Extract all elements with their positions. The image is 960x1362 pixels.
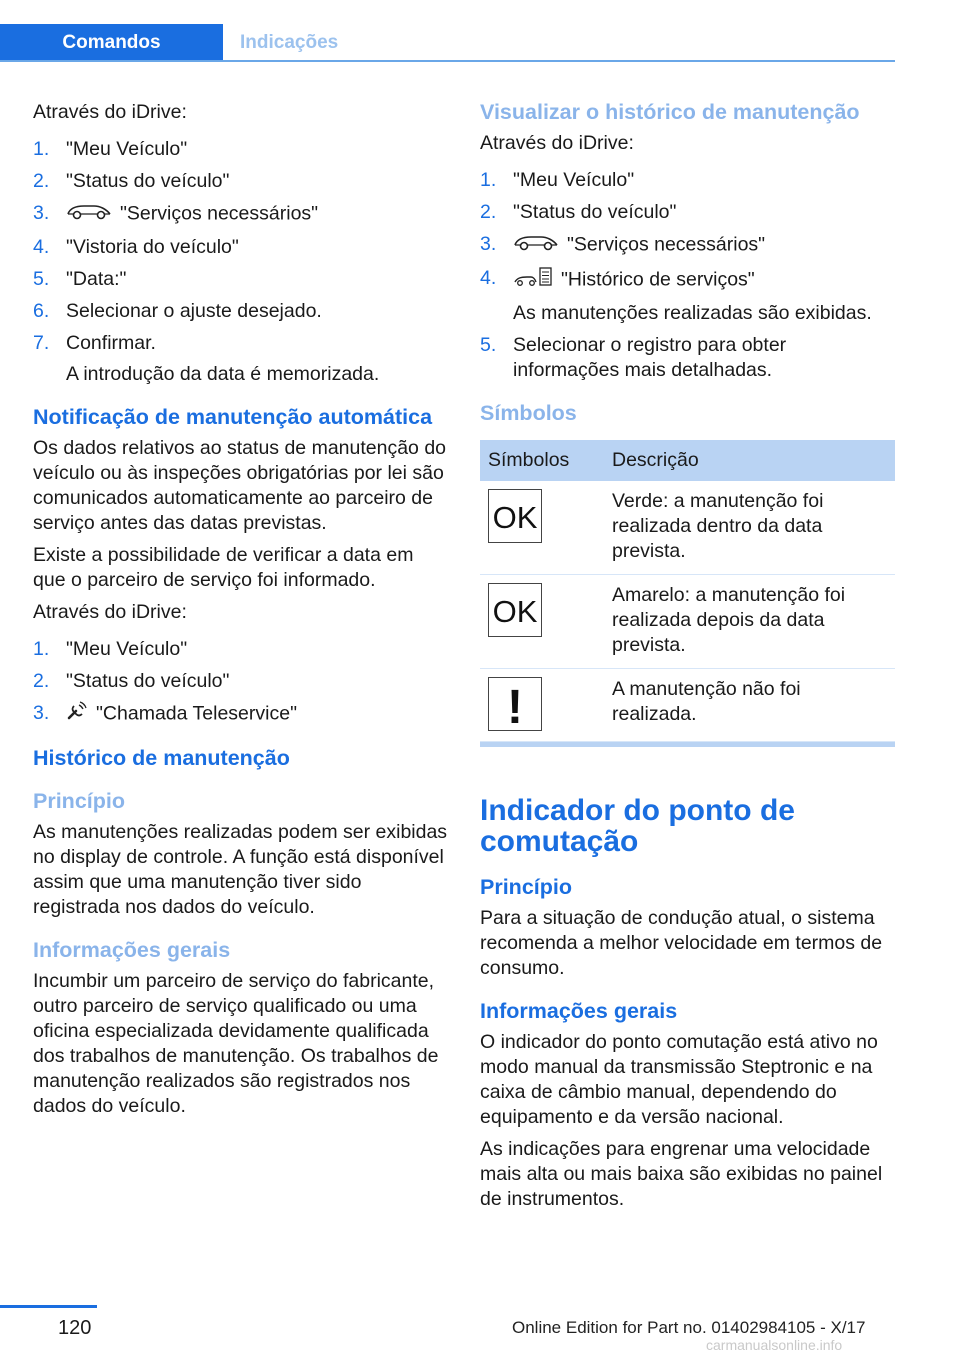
- symbol-glyph: OK: [492, 500, 538, 535]
- table-row: [480, 669, 895, 742]
- header-rule: [0, 60, 895, 62]
- step-number: 3.: [33, 202, 50, 224]
- heading-general-info: Informações gerais: [480, 999, 678, 1023]
- symbol-cell: [480, 575, 604, 669]
- paragraph: Os dados relativos ao status de manutenção do veículo ou às inspeções obrigatórias por lei são comunicados automaticamente ao parceiro de serviço antes das datas previstas.: [33, 437, 447, 534]
- idrive-intro: Através do iDrive:: [33, 101, 187, 123]
- step-text: "Meu Veículo": [66, 138, 188, 160]
- tab-comandos[interactable]: Comandos: [0, 24, 223, 62]
- step-text: Selecionar o ajuste desejado.: [66, 300, 322, 322]
- list-item: [33, 169, 448, 194]
- step-number: 6.: [33, 300, 50, 322]
- step-text: "Chamada Teleservice": [96, 702, 297, 725]
- service-history-icon: [513, 266, 553, 295]
- column-header-description: Descrição: [604, 440, 895, 481]
- list-item: [33, 701, 448, 728]
- heading-maintenance-history: Histórico de manutenção: [33, 746, 290, 770]
- heading-symbols: Símbolos: [480, 401, 577, 425]
- list-item: [480, 266, 895, 326]
- step-text: "Vistoria do veículo": [66, 236, 239, 258]
- car-service-icon: [513, 232, 559, 259]
- step-result: A introdução da data é memorizada.: [66, 363, 380, 385]
- heading-general-info: Informações gerais: [33, 938, 231, 962]
- step-text: Selecionar o registro para obter informações mais detalhadas.: [513, 334, 787, 381]
- step-text: "Serviços necessários": [567, 233, 766, 256]
- page-number: 120: [58, 1317, 92, 1339]
- list-item: [480, 333, 895, 383]
- idrive-intro: Através do iDrive:: [480, 132, 634, 154]
- heading-principle: Princípio: [480, 875, 572, 899]
- step-number: 3.: [33, 702, 50, 724]
- car-service-icon: [66, 201, 112, 228]
- list-item: [33, 267, 448, 292]
- symbol-glyph: !: [507, 681, 523, 730]
- paragraph: Existe a possibilidade de verificar a data em que o parceiro de serviço foi informado.: [33, 544, 414, 591]
- description-cell: Amarelo: a manutenção foi realizada depois da data prevista.: [604, 575, 895, 669]
- list-item: [33, 201, 448, 228]
- step-number: 4.: [480, 267, 497, 289]
- tab-indicacoes[interactable]: Indicações: [240, 32, 339, 53]
- symbol-cell: [480, 481, 604, 575]
- chapter-tabs: [0, 24, 895, 62]
- step-text: "Serviços necessários": [120, 202, 319, 225]
- step-text: "Status do veículo": [66, 170, 230, 192]
- step-number: 5.: [33, 268, 50, 290]
- step-text: "Data:": [66, 268, 127, 290]
- list-item: [33, 331, 448, 387]
- list-item: [33, 299, 448, 324]
- step-text: "Meu Veículo": [513, 169, 635, 191]
- heading-shift-point-indicator: Indicador do ponto de comutação: [480, 794, 795, 858]
- exclamation-symbol-icon: [488, 677, 542, 731]
- table-header-row: [480, 440, 895, 481]
- symbols-table: [480, 440, 895, 742]
- list-item: [33, 137, 448, 162]
- step-text: "Status do veículo": [66, 670, 230, 692]
- paragraph: As manutenções realizadas podem ser exibidas no display de controle. A função está disponível assim que uma manutenção tiver sido registrada nos dados do veículo.: [33, 821, 448, 918]
- right-column: [480, 100, 895, 1219]
- paragraph: As indicações para engrenar uma velocidade mais alta ou mais baixa são exibidas no painel de instrumentos.: [480, 1138, 883, 1210]
- teleservice-call-icon: [66, 701, 88, 728]
- column-header-symbols: Símbolos: [480, 440, 604, 481]
- list-item: [33, 637, 448, 662]
- step-number: 2.: [33, 170, 50, 192]
- ok-green-symbol-icon: [488, 489, 542, 543]
- heading-automatic-notification: Notificação de manutenção automática: [33, 405, 433, 429]
- step-number: 3.: [480, 233, 497, 255]
- heading-principle: Princípio: [33, 789, 125, 813]
- footer-rule: [0, 1305, 97, 1308]
- description-cell: A manutenção não foi realizada.: [604, 669, 895, 742]
- left-column: [33, 100, 448, 1126]
- ok-yellow-symbol-icon: [488, 583, 542, 637]
- list-item: [33, 235, 448, 260]
- symbol-glyph: OK: [492, 594, 538, 629]
- step-text: "Status do veículo": [513, 201, 677, 223]
- description-cell: Verde: a manutenção foi realizada dentro da data prevista.: [604, 481, 895, 575]
- table-row: [480, 575, 895, 669]
- heading-view-history: Visualizar o histórico de manutenção: [480, 100, 860, 124]
- table-row: [480, 481, 895, 575]
- step-number: 2.: [480, 201, 497, 223]
- step-number: 1.: [480, 169, 497, 191]
- idrive-intro: Através do iDrive:: [33, 601, 187, 623]
- step-number: 2.: [33, 670, 50, 692]
- step-number: 1.: [33, 138, 50, 160]
- paragraph: Incumbir um parceiro de serviço do fabricante, outro parceiro de serviço qualificado ou uma oficina especializada devidamente qualificada dos trabalhos de manutenção. Os trabalhos de manutenção realizados são registrados nos dados do veículo.: [33, 970, 439, 1117]
- steps-list: [33, 137, 448, 387]
- step-number: 7.: [33, 332, 50, 354]
- paragraph: O indicador do ponto comutação está ativo no modo manual da transmissão Steptronic e na caixa de câmbio manual, dependendo do equipamento e da versão nacional.: [480, 1031, 878, 1128]
- steps-list: [480, 168, 895, 383]
- table-end-rule: [480, 742, 895, 747]
- list-item: [480, 168, 895, 193]
- step-text: "Meu Veículo": [66, 638, 188, 660]
- paragraph: Para a situação de condução atual, o sistema recomenda a melhor velocidade em termos de consumo.: [480, 907, 883, 979]
- step-result: As manutenções realizadas são exibidas.: [513, 302, 872, 324]
- list-item: [480, 200, 895, 225]
- list-item: [33, 669, 448, 694]
- steps-list: [33, 637, 448, 728]
- step-number: 5.: [480, 334, 497, 356]
- watermark: carmanualsonline.info: [706, 1337, 843, 1353]
- list-item: [480, 232, 895, 259]
- step-number: 1.: [33, 638, 50, 660]
- step-text: "Histórico de serviços": [561, 268, 755, 291]
- step-number: 4.: [33, 236, 50, 258]
- edition-note: Online Edition for Part no. 01402984105 - X/17: [512, 1318, 866, 1337]
- step-text: Confirmar.: [66, 332, 156, 354]
- symbol-cell: [480, 669, 604, 742]
